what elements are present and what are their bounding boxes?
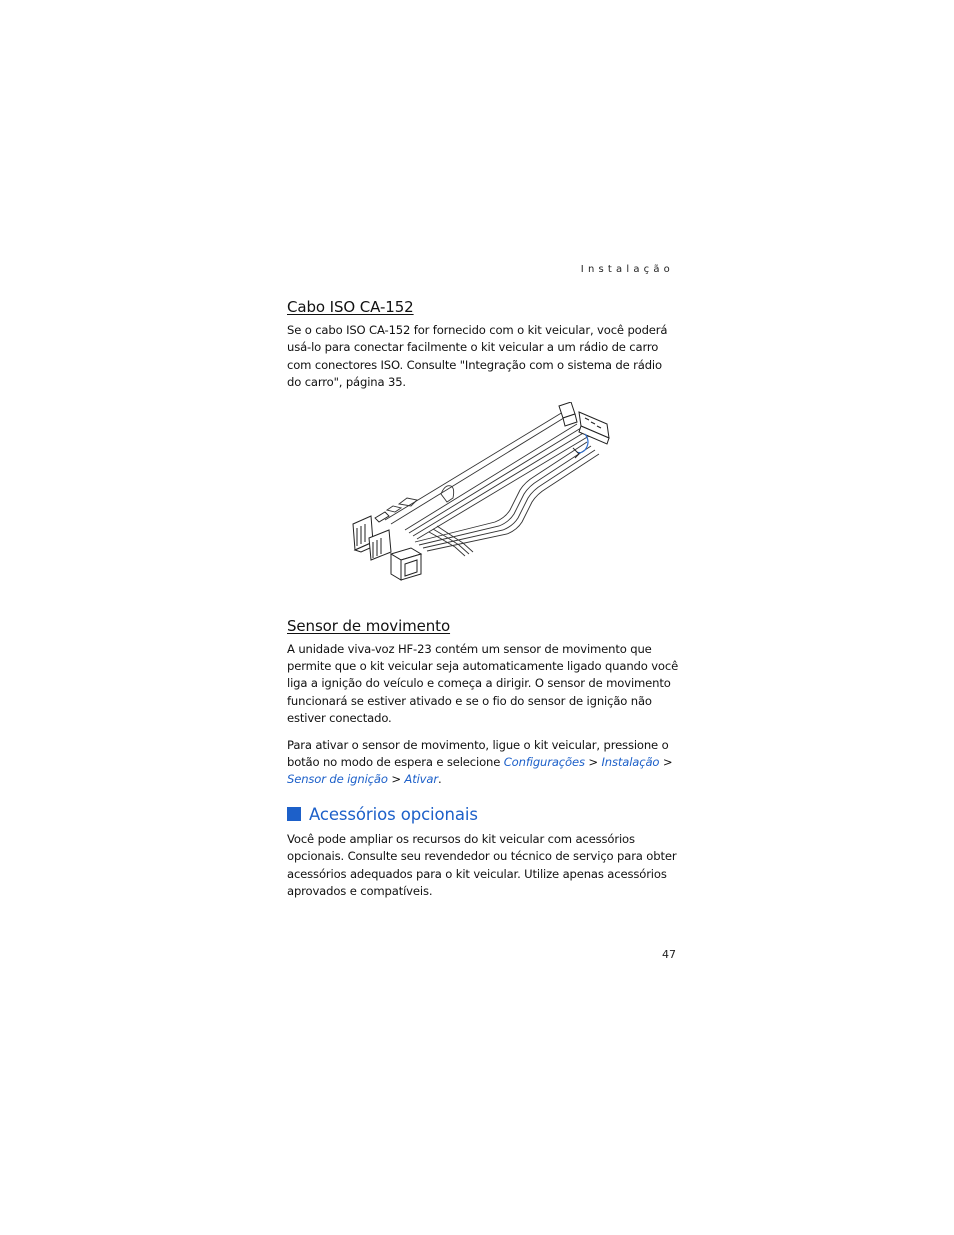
cable-line (385, 412, 563, 520)
blue-wire (577, 434, 588, 453)
cable-paragraph: Se o cabo ISO CA-152 for fornecido com o kit veicular, você poderá usá-lo para conectar facilmente o kit veicular a um rádio de carro com conectores ISO. Consulte "Integração com o sistema de rádio do carro", página 35. (287, 323, 668, 390)
menu-path-sensor-de-ignicao: Sensor de ignição (287, 772, 388, 787)
accessories-paragraph: Você pode ampliar os recursos do kit veicular com acessórios opcionais. Consulte seu revendedor ou técnico de serviço para obter acessórios adequados para o kit veicular. Utilize apenas acessórios aprovados e compatíveis. (287, 831, 677, 899)
iso-cable-drawing (345, 402, 615, 592)
page-number: 47 (662, 948, 676, 961)
accessories-heading-text: Acessórios opcionais (309, 804, 478, 824)
menu-path-instalacao: Instalação (601, 755, 660, 770)
iso-cable-illustration (287, 402, 679, 607)
accessories-heading (287, 805, 679, 824)
path-separator: > (387, 772, 405, 787)
sensor-paragraph-2-text: Para ativar o sensor de movimento, ligue o kit veicular, pressione o botão no modo de espera e selecione (287, 737, 669, 770)
blue-square-icon (287, 807, 301, 821)
menu-path-ativar: Ativar (404, 772, 438, 787)
sentence-end: . (437, 772, 442, 787)
sensor-paragraph-1: A unidade viva-voz HF-23 contém um sensor de movimento que permite que o kit veicular seja automaticamente ligado quando você liga a ignição do veículo e começa a dirigir. O sensor de movimento funcionará se estiver ativado e se o fio do sensor de ignição não estiver conectado. (287, 641, 679, 726)
running-header: Instalação (580, 264, 674, 275)
page-content (287, 298, 679, 910)
sensor-paragraph-2 (287, 737, 679, 789)
path-separator: > (584, 755, 602, 770)
sensor-heading: Sensor de movimento (287, 616, 451, 635)
path-separator: > (659, 755, 673, 770)
menu-path-configuracoes: Configurações (503, 755, 585, 770)
cable-line (391, 416, 567, 524)
cable-heading: Cabo ISO CA-152 (287, 298, 414, 316)
